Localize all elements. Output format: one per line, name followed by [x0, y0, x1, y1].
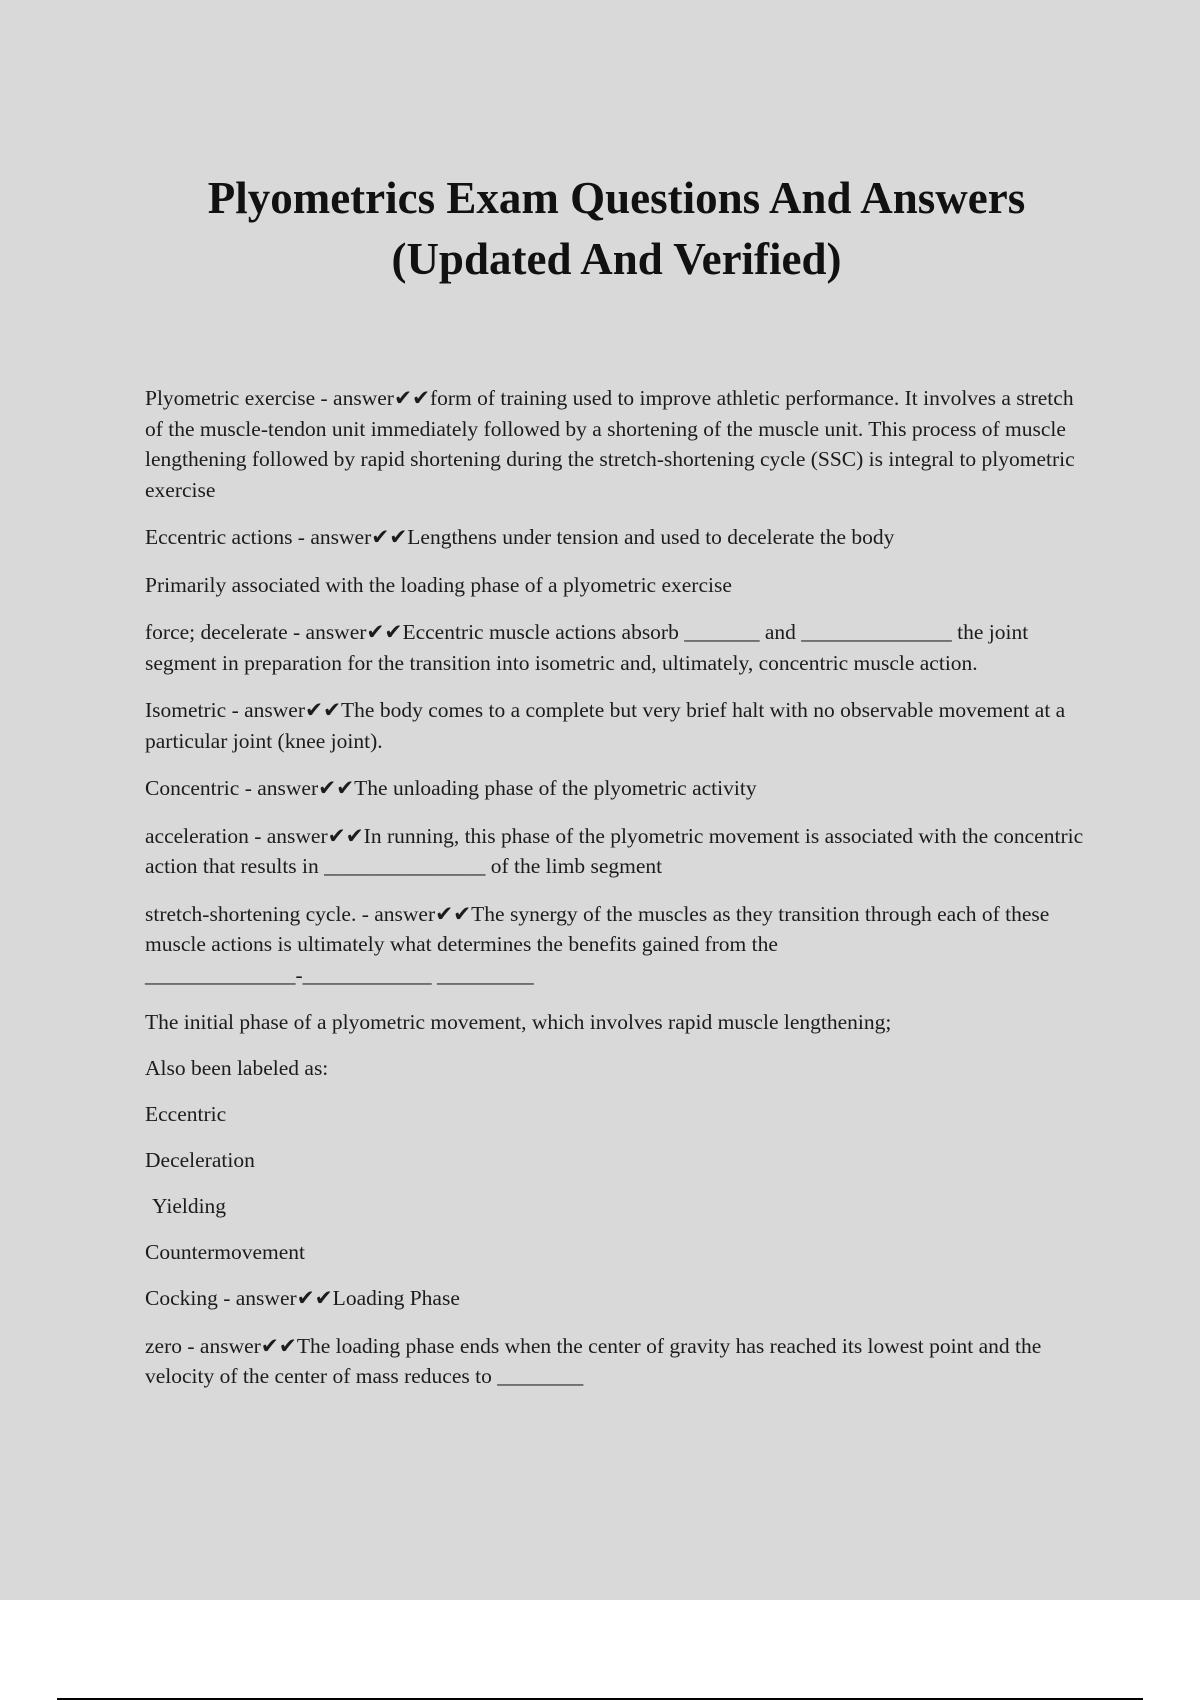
qa-content: [145, 383, 1090, 1409]
qa-item: acceleration - answer✔✔In running, this phase of the plyometric movement is associated with the concentric action that results in _______________ of the limb segment: [145, 823, 1084, 878]
title-line-1: Plyometrics Exam Questions And Answers: [207, 173, 1026, 223]
qa-item: Plyometric exercise - answer✔✔form of training used to improve athletic performance. It involves a stretch of the muscle-tendon unit immediately followed by a shortening of the muscle unit. This process of muscle lengthening followed by rapid shortening during the stretch-shortening cycle (SSC) is integral to plyometric exercise: [145, 386, 1075, 502]
qa-item: Primarily associated with the loading phase of a plyometric exercise: [145, 572, 732, 597]
qa-item: The initial phase of a plyometric movement, which involves rapid muscle lengthening;: [145, 1010, 892, 1034]
qa-item: Eccentric actions - answer✔✔Lengthens under tension and used to decelerate the body: [145, 525, 895, 549]
label-item: Deceleration: [145, 1148, 255, 1172]
document-title: [100, 168, 1133, 290]
qa-item: force; decelerate - answer✔✔Eccentric muscle actions absorb _______ and ______________ the joint segment in preparation for the transition into isometric and, ultimately, concentric muscle action.: [145, 620, 1029, 675]
label-item: Eccentric: [145, 1102, 227, 1126]
title-line-2: (Updated And Verified): [391, 234, 842, 284]
qa-item: stretch-shortening cycle. - answer✔✔The synergy of the muscles as they transition through each of these muscle actions is ultimately what determines the benefits gained from the: [145, 901, 1050, 956]
qa-item: Isometric - answer✔✔The body comes to a complete but very brief halt with no observable movement at a particular joint (knee joint).: [145, 698, 1066, 753]
label-item: Yielding: [152, 1194, 227, 1218]
qa-item: Also been labeled as:: [145, 1056, 329, 1080]
label-item: Countermovement: [145, 1240, 306, 1264]
qa-item: zero - answer✔✔The loading phase ends when the center of gravity has reached its lowest point and the velocity of the center of mass reduces to ________: [145, 1333, 1042, 1388]
qa-blank-line: ______________-____________ _________: [145, 962, 534, 987]
qa-item: Concentric - answer✔✔The unloading phase of the plyometric activity: [145, 776, 757, 800]
qa-item: Cocking - answer✔✔Loading Phase: [145, 1286, 460, 1310]
